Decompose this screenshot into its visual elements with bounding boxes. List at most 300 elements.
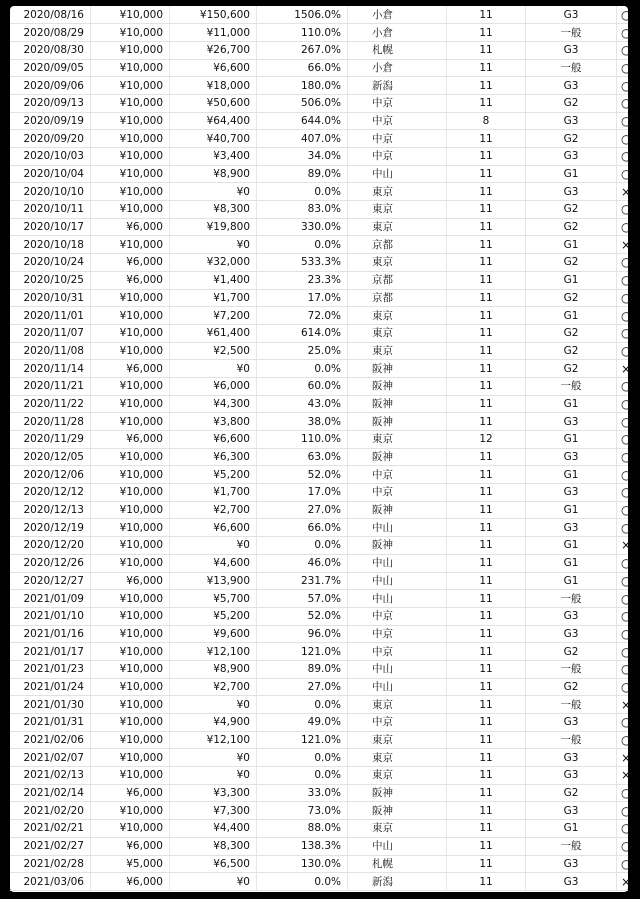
race-number-cell[interactable]: 11 [447,749,526,767]
grade-cell[interactable]: G3 [526,802,617,820]
result-cell[interactable]: ○ [617,377,629,395]
payout-cell[interactable]: ¥6,000 [170,377,257,395]
payout-cell[interactable]: ¥8,900 [170,165,257,183]
return-rate-cell[interactable]: 267.0% [257,41,348,59]
venue-cell[interactable]: 中京 [348,643,447,661]
payout-cell[interactable]: ¥0 [170,696,257,714]
result-cell[interactable]: ○ [617,643,629,661]
bet-cell[interactable]: ¥10,000 [91,112,170,130]
grade-cell[interactable]: G1 [526,271,617,289]
date-cell[interactable]: 2020/12/27 [10,572,91,590]
race-number-cell[interactable]: 11 [447,767,526,785]
date-cell[interactable]: 2020/11/29 [10,431,91,449]
venue-cell[interactable]: 阪神 [348,395,447,413]
race-number-cell[interactable]: 11 [447,519,526,537]
bet-cell[interactable]: ¥10,000 [91,342,170,360]
grade-cell[interactable]: 一般 [526,590,617,608]
date-cell[interactable]: 2020/10/25 [10,271,91,289]
bet-cell[interactable]: ¥10,000 [91,130,170,148]
bet-cell[interactable]: ¥5,000 [91,855,170,873]
venue-cell[interactable]: 中山 [348,165,447,183]
date-cell[interactable]: 2020/12/19 [10,519,91,537]
return-rate-cell[interactable]: 52.0% [257,607,348,625]
bet-cell[interactable]: ¥10,000 [91,696,170,714]
venue-cell[interactable]: 阪神 [348,537,447,555]
payout-cell[interactable]: ¥50,600 [170,94,257,112]
return-rate-cell[interactable]: 0.0% [257,873,348,891]
grade-cell[interactable]: G1 [526,501,617,519]
return-rate-cell[interactable]: 96.0% [257,625,348,643]
venue-cell[interactable]: 東京 [348,218,447,236]
result-cell[interactable]: ○ [617,112,629,130]
bet-cell[interactable]: ¥10,000 [91,289,170,307]
return-rate-cell[interactable]: 180.0% [257,77,348,95]
venue-cell[interactable]: 東京 [348,254,447,272]
venue-cell[interactable]: 中京 [348,94,447,112]
bet-cell[interactable]: ¥10,000 [91,324,170,342]
date-cell[interactable]: 2021/02/27 [10,837,91,855]
bet-cell[interactable]: ¥10,000 [91,6,170,24]
return-rate-cell[interactable]: 0.0% [257,696,348,714]
payout-cell[interactable]: ¥5,200 [170,607,257,625]
date-cell[interactable]: 2020/08/16 [10,6,91,24]
race-number-cell[interactable]: 11 [447,607,526,625]
return-rate-cell[interactable]: 110.0% [257,24,348,42]
payout-cell[interactable]: ¥7,200 [170,307,257,325]
race-number-cell[interactable]: 11 [447,714,526,732]
bet-cell[interactable]: ¥10,000 [91,802,170,820]
payout-cell[interactable]: ¥6,600 [170,519,257,537]
payout-cell[interactable]: ¥0 [170,767,257,785]
grade-cell[interactable]: 一般 [526,660,617,678]
bet-cell[interactable]: ¥10,000 [91,749,170,767]
return-rate-cell[interactable]: 88.0% [257,820,348,838]
return-rate-cell[interactable]: 231.7% [257,572,348,590]
payout-cell[interactable]: ¥13,900 [170,572,257,590]
grade-cell[interactable]: G3 [526,607,617,625]
payout-cell[interactable]: ¥5,700 [170,590,257,608]
venue-cell[interactable]: 中山 [348,554,447,572]
return-rate-cell[interactable]: 34.0% [257,148,348,166]
return-rate-cell[interactable]: 1506.0% [257,6,348,24]
race-number-cell[interactable]: 11 [447,643,526,661]
venue-cell[interactable]: 小倉 [348,6,447,24]
result-cell[interactable]: ○ [617,218,629,236]
date-cell[interactable]: 2020/12/26 [10,554,91,572]
venue-cell[interactable]: 東京 [348,820,447,838]
return-rate-cell[interactable]: 17.0% [257,289,348,307]
return-rate-cell[interactable]: 130.0% [257,855,348,873]
result-cell[interactable]: ○ [617,784,629,802]
venue-cell[interactable]: 東京 [348,324,447,342]
bet-cell[interactable]: ¥10,000 [91,448,170,466]
bet-cell[interactable]: ¥10,000 [91,413,170,431]
date-cell[interactable]: 2020/09/13 [10,94,91,112]
result-cell[interactable]: ○ [617,307,629,325]
bet-cell[interactable]: ¥6,000 [91,218,170,236]
venue-cell[interactable]: 東京 [348,201,447,219]
race-number-cell[interactable]: 11 [447,218,526,236]
payout-cell[interactable]: ¥8,900 [170,660,257,678]
grade-cell[interactable]: G3 [526,519,617,537]
payout-cell[interactable]: ¥40,700 [170,130,257,148]
return-rate-cell[interactable]: 614.0% [257,324,348,342]
bet-cell[interactable]: ¥10,000 [91,77,170,95]
grade-cell[interactable]: 一般 [526,59,617,77]
date-cell[interactable]: 2020/08/30 [10,41,91,59]
bet-cell[interactable]: ¥10,000 [91,307,170,325]
date-cell[interactable]: 2020/12/05 [10,448,91,466]
payout-cell[interactable]: ¥18,000 [170,77,257,95]
result-cell[interactable]: ○ [617,24,629,42]
result-cell[interactable]: ○ [617,590,629,608]
grade-cell[interactable]: G1 [526,307,617,325]
date-cell[interactable]: 2020/11/14 [10,360,91,378]
race-number-cell[interactable]: 11 [447,324,526,342]
result-cell[interactable]: ○ [617,572,629,590]
payout-cell[interactable]: ¥61,400 [170,324,257,342]
bet-cell[interactable]: ¥6,000 [91,431,170,449]
payout-cell[interactable]: ¥19,800 [170,218,257,236]
date-cell[interactable]: 2020/12/12 [10,484,91,502]
date-cell[interactable]: 2020/10/10 [10,183,91,201]
result-cell[interactable]: ○ [617,837,629,855]
result-cell[interactable]: ○ [617,6,629,24]
race-number-cell[interactable]: 11 [447,501,526,519]
result-cell[interactable]: ○ [617,607,629,625]
bet-cell[interactable]: ¥10,000 [91,41,170,59]
payout-cell[interactable]: ¥6,500 [170,855,257,873]
return-rate-cell[interactable]: 0.0% [257,767,348,785]
grade-cell[interactable]: 一般 [526,731,617,749]
venue-cell[interactable]: 中山 [348,837,447,855]
bet-cell[interactable]: ¥10,000 [91,501,170,519]
return-rate-cell[interactable]: 63.0% [257,448,348,466]
return-rate-cell[interactable]: 72.0% [257,307,348,325]
race-number-cell[interactable]: 11 [447,254,526,272]
date-cell[interactable]: 2020/12/20 [10,537,91,555]
venue-cell[interactable]: 東京 [348,183,447,201]
race-number-cell[interactable]: 11 [447,77,526,95]
venue-cell[interactable]: 中京 [348,714,447,732]
grade-cell[interactable]: G3 [526,749,617,767]
return-rate-cell[interactable]: 0.0% [257,537,348,555]
grade-cell[interactable]: G1 [526,236,617,254]
return-rate-cell[interactable]: 0.0% [257,360,348,378]
race-number-cell[interactable]: 11 [447,873,526,891]
date-cell[interactable]: 2021/02/13 [10,767,91,785]
date-cell[interactable]: 2020/09/06 [10,77,91,95]
date-cell[interactable]: 2021/01/17 [10,643,91,661]
venue-cell[interactable]: 中京 [348,607,447,625]
date-cell[interactable]: 2020/10/03 [10,148,91,166]
result-cell[interactable]: ○ [617,165,629,183]
venue-cell[interactable]: 阪神 [348,784,447,802]
bet-cell[interactable]: ¥10,000 [91,714,170,732]
result-cell[interactable]: ○ [617,201,629,219]
venue-cell[interactable]: 京都 [348,271,447,289]
date-cell[interactable]: 2020/11/01 [10,307,91,325]
bet-cell[interactable]: ¥10,000 [91,519,170,537]
date-cell[interactable]: 2020/11/21 [10,377,91,395]
result-cell[interactable]: ○ [617,855,629,873]
race-number-cell[interactable]: 11 [447,395,526,413]
date-cell[interactable]: 2020/12/13 [10,501,91,519]
payout-cell[interactable]: ¥1,700 [170,289,257,307]
return-rate-cell[interactable]: 60.0% [257,377,348,395]
venue-cell[interactable]: 中京 [348,130,447,148]
result-cell[interactable]: ○ [617,94,629,112]
return-rate-cell[interactable]: 83.0% [257,201,348,219]
grade-cell[interactable]: G3 [526,448,617,466]
venue-cell[interactable]: 中山 [348,519,447,537]
race-number-cell[interactable]: 11 [447,59,526,77]
grade-cell[interactable]: G3 [526,625,617,643]
bet-cell[interactable]: ¥10,000 [91,537,170,555]
return-rate-cell[interactable]: 66.0% [257,519,348,537]
date-cell[interactable]: 2020/11/08 [10,342,91,360]
grade-cell[interactable]: G3 [526,484,617,502]
race-number-cell[interactable]: 11 [447,289,526,307]
payout-cell[interactable]: ¥4,600 [170,554,257,572]
bet-cell[interactable]: ¥10,000 [91,731,170,749]
date-cell[interactable]: 2020/10/17 [10,218,91,236]
date-cell[interactable]: 2020/12/06 [10,466,91,484]
date-cell[interactable]: 2020/08/29 [10,24,91,42]
date-cell[interactable]: 2021/02/21 [10,820,91,838]
result-cell[interactable]: × [617,236,629,254]
bet-cell[interactable]: ¥10,000 [91,590,170,608]
result-cell[interactable]: ○ [617,625,629,643]
payout-cell[interactable]: ¥3,300 [170,784,257,802]
venue-cell[interactable]: 小倉 [348,24,447,42]
venue-cell[interactable]: 東京 [348,431,447,449]
return-rate-cell[interactable]: 0.0% [257,749,348,767]
return-rate-cell[interactable]: 644.0% [257,112,348,130]
payout-cell[interactable]: ¥2,700 [170,501,257,519]
race-number-cell[interactable]: 11 [447,837,526,855]
date-cell[interactable]: 2020/11/28 [10,413,91,431]
return-rate-cell[interactable]: 23.3% [257,271,348,289]
grade-cell[interactable]: G3 [526,855,617,873]
grade-cell[interactable]: G2 [526,254,617,272]
grade-cell[interactable]: G1 [526,554,617,572]
race-number-cell[interactable]: 11 [447,271,526,289]
payout-cell[interactable]: ¥0 [170,360,257,378]
result-cell[interactable]: ○ [617,148,629,166]
grade-cell[interactable]: G3 [526,77,617,95]
race-number-cell[interactable]: 11 [447,448,526,466]
race-number-cell[interactable]: 11 [447,625,526,643]
race-number-cell[interactable]: 11 [447,484,526,502]
return-rate-cell[interactable]: 121.0% [257,643,348,661]
grade-cell[interactable]: G2 [526,94,617,112]
race-number-cell[interactable]: 11 [447,148,526,166]
grade-cell[interactable]: G1 [526,537,617,555]
date-cell[interactable]: 2021/02/06 [10,731,91,749]
payout-cell[interactable]: ¥2,500 [170,342,257,360]
bet-cell[interactable]: ¥10,000 [91,607,170,625]
grade-cell[interactable]: G1 [526,466,617,484]
date-cell[interactable]: 2020/10/11 [10,201,91,219]
race-number-cell[interactable]: 11 [447,678,526,696]
result-cell[interactable]: × [617,183,629,201]
payout-cell[interactable]: ¥9,600 [170,625,257,643]
payout-cell[interactable]: ¥0 [170,749,257,767]
date-cell[interactable]: 2020/10/18 [10,236,91,254]
grade-cell[interactable]: G2 [526,130,617,148]
result-cell[interactable]: ○ [617,324,629,342]
bet-cell[interactable]: ¥10,000 [91,767,170,785]
payout-cell[interactable]: ¥6,600 [170,431,257,449]
bet-cell[interactable]: ¥10,000 [91,236,170,254]
payout-cell[interactable]: ¥0 [170,236,257,254]
result-cell[interactable]: ○ [617,660,629,678]
venue-cell[interactable]: 東京 [348,342,447,360]
payout-cell[interactable]: ¥64,400 [170,112,257,130]
return-rate-cell[interactable]: 506.0% [257,94,348,112]
venue-cell[interactable]: 中京 [348,466,447,484]
race-number-cell[interactable]: 11 [447,377,526,395]
race-number-cell[interactable]: 11 [447,183,526,201]
bet-cell[interactable]: ¥10,000 [91,24,170,42]
result-cell[interactable]: ○ [617,731,629,749]
race-number-cell[interactable]: 11 [447,360,526,378]
race-number-cell[interactable]: 11 [447,236,526,254]
bet-cell[interactable]: ¥10,000 [91,94,170,112]
bet-cell[interactable]: ¥10,000 [91,59,170,77]
venue-cell[interactable]: 東京 [348,767,447,785]
bet-cell[interactable]: ¥10,000 [91,165,170,183]
venue-cell[interactable]: 小倉 [348,59,447,77]
result-cell[interactable]: ○ [617,413,629,431]
grade-cell[interactable]: G2 [526,678,617,696]
venue-cell[interactable]: 東京 [348,696,447,714]
result-cell[interactable]: ○ [617,59,629,77]
result-cell[interactable]: ○ [617,77,629,95]
race-number-cell[interactable]: 11 [447,6,526,24]
result-cell[interactable]: ○ [617,41,629,59]
bet-cell[interactable]: ¥6,000 [91,784,170,802]
venue-cell[interactable]: 中京 [348,148,447,166]
race-number-cell[interactable]: 11 [447,466,526,484]
grade-cell[interactable]: G1 [526,820,617,838]
grade-cell[interactable]: G3 [526,183,617,201]
venue-cell[interactable]: 中京 [348,112,447,130]
venue-cell[interactable]: 札幌 [348,41,447,59]
date-cell[interactable]: 2021/02/07 [10,749,91,767]
return-rate-cell[interactable]: 66.0% [257,59,348,77]
payout-cell[interactable]: ¥8,300 [170,837,257,855]
result-cell[interactable]: ○ [617,678,629,696]
grade-cell[interactable]: G2 [526,324,617,342]
race-number-cell[interactable]: 11 [447,537,526,555]
race-number-cell[interactable]: 11 [447,820,526,838]
return-rate-cell[interactable]: 27.0% [257,501,348,519]
result-cell[interactable]: × [617,749,629,767]
result-cell[interactable]: × [617,767,629,785]
result-cell[interactable]: ○ [617,254,629,272]
grade-cell[interactable]: G1 [526,165,617,183]
result-cell[interactable]: ○ [617,554,629,572]
payout-cell[interactable]: ¥1,400 [170,271,257,289]
return-rate-cell[interactable]: 0.0% [257,236,348,254]
venue-cell[interactable]: 新潟 [348,873,447,891]
date-cell[interactable]: 2021/01/23 [10,660,91,678]
race-number-cell[interactable]: 11 [447,554,526,572]
race-number-cell[interactable]: 11 [447,342,526,360]
result-cell[interactable]: ○ [617,714,629,732]
venue-cell[interactable]: 新潟 [348,77,447,95]
grade-cell[interactable]: G3 [526,873,617,891]
bet-cell[interactable]: ¥6,000 [91,837,170,855]
payout-cell[interactable]: ¥0 [170,537,257,555]
race-number-cell[interactable]: 11 [447,24,526,42]
payout-cell[interactable]: ¥12,100 [170,643,257,661]
race-number-cell[interactable]: 12 [447,431,526,449]
grade-cell[interactable]: 一般 [526,377,617,395]
payout-cell[interactable]: ¥3,800 [170,413,257,431]
venue-cell[interactable]: 中山 [348,572,447,590]
race-number-cell[interactable]: 11 [447,572,526,590]
grade-cell[interactable]: G3 [526,714,617,732]
bet-cell[interactable]: ¥10,000 [91,377,170,395]
payout-cell[interactable]: ¥32,000 [170,254,257,272]
grade-cell[interactable]: 一般 [526,696,617,714]
race-number-cell[interactable]: 11 [447,94,526,112]
result-cell[interactable]: ○ [617,395,629,413]
return-rate-cell[interactable]: 138.3% [257,837,348,855]
payout-cell[interactable]: ¥150,600 [170,6,257,24]
race-number-cell[interactable]: 11 [447,41,526,59]
bet-cell[interactable]: ¥10,000 [91,625,170,643]
result-cell[interactable]: ○ [617,519,629,537]
grade-cell[interactable]: 一般 [526,837,617,855]
venue-cell[interactable]: 東京 [348,307,447,325]
bet-cell[interactable]: ¥10,000 [91,554,170,572]
bet-cell[interactable]: ¥10,000 [91,820,170,838]
venue-cell[interactable]: 阪神 [348,360,447,378]
venue-cell[interactable]: 中京 [348,484,447,502]
return-rate-cell[interactable]: 0.0% [257,183,348,201]
grade-cell[interactable]: G1 [526,395,617,413]
payout-cell[interactable]: ¥1,700 [170,484,257,502]
date-cell[interactable]: 2020/10/31 [10,289,91,307]
payout-cell[interactable]: ¥3,400 [170,148,257,166]
payout-cell[interactable]: ¥2,700 [170,678,257,696]
grade-cell[interactable]: G2 [526,643,617,661]
venue-cell[interactable]: 阪神 [348,413,447,431]
grade-cell[interactable]: G2 [526,784,617,802]
grade-cell[interactable]: G3 [526,413,617,431]
payout-cell[interactable]: ¥7,300 [170,802,257,820]
venue-cell[interactable]: 中山 [348,590,447,608]
payout-cell[interactable]: ¥0 [170,183,257,201]
payout-cell[interactable]: ¥11,000 [170,24,257,42]
return-rate-cell[interactable]: 46.0% [257,554,348,572]
grade-cell[interactable]: G2 [526,201,617,219]
venue-cell[interactable]: 札幌 [348,855,447,873]
return-rate-cell[interactable]: 89.0% [257,165,348,183]
result-cell[interactable]: ○ [617,466,629,484]
bet-cell[interactable]: ¥10,000 [91,678,170,696]
payout-cell[interactable]: ¥4,300 [170,395,257,413]
payout-cell[interactable]: ¥6,600 [170,59,257,77]
grade-cell[interactable]: G1 [526,431,617,449]
bet-cell[interactable]: ¥10,000 [91,148,170,166]
return-rate-cell[interactable]: 533.3% [257,254,348,272]
result-cell[interactable]: ○ [617,501,629,519]
